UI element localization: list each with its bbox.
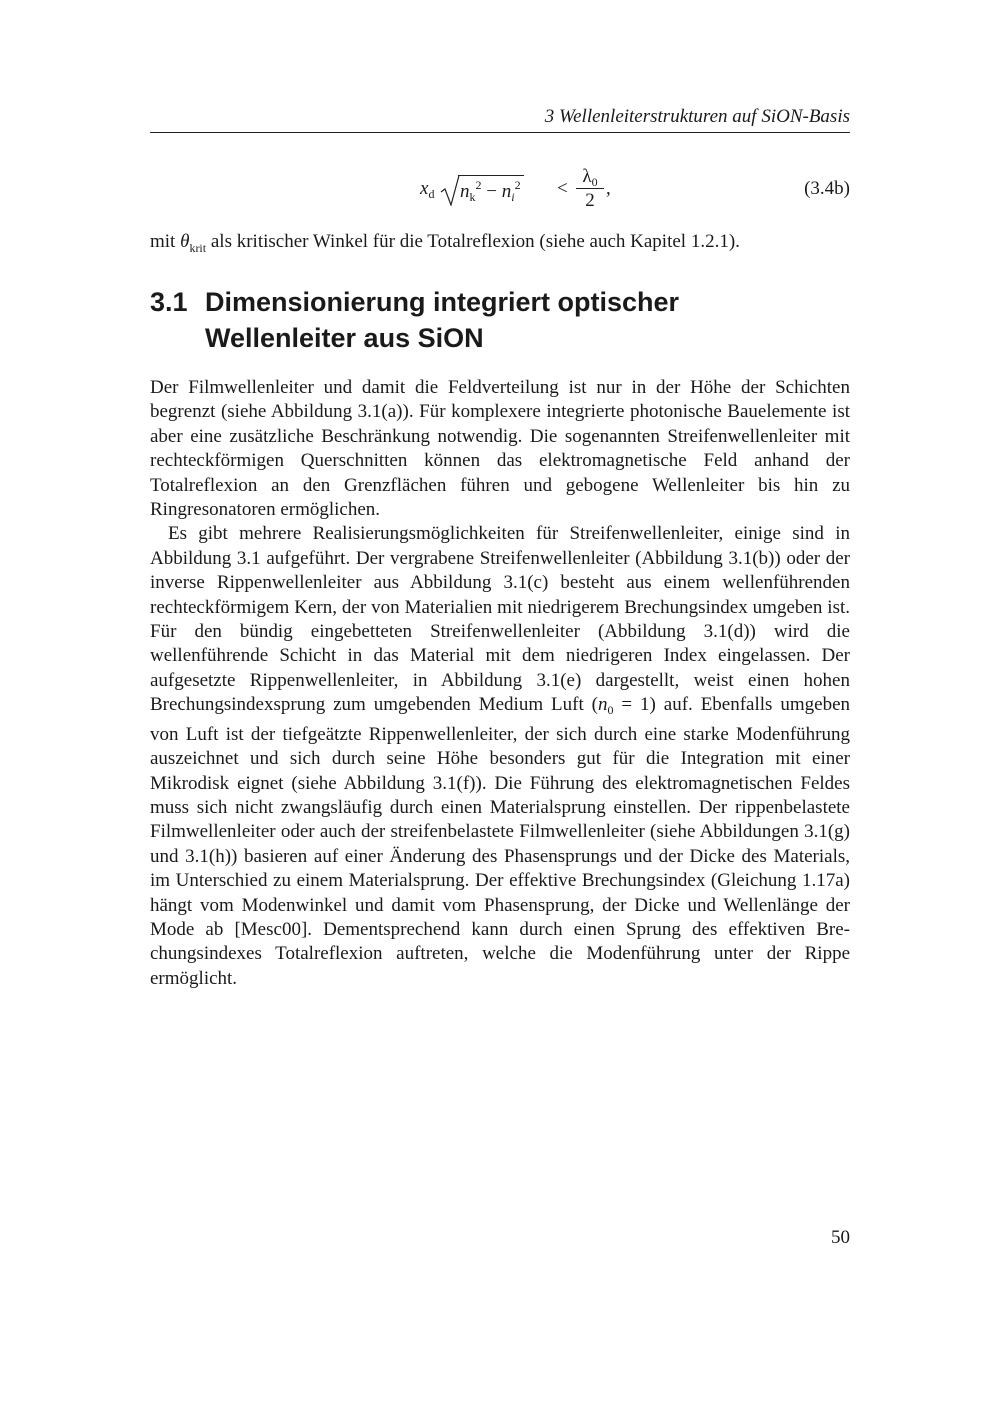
- n0-open-paren: (: [591, 694, 598, 716]
- theta-symbol: θ: [180, 231, 190, 252]
- body-text: [150, 376, 850, 991]
- section-title-line-2: Wellenleiter aus SiON: [205, 323, 484, 353]
- equation-explanation: [150, 229, 850, 261]
- n-k-subscript: k: [469, 190, 476, 204]
- n0-expression: [597, 694, 614, 718]
- fraction-numerator: [576, 166, 604, 188]
- n0-subscript: 0: [607, 703, 614, 718]
- n0-symbol: n: [597, 694, 608, 716]
- n-k-symbol: n: [460, 181, 470, 202]
- less-than-sign: <: [557, 178, 568, 199]
- radicand: [458, 175, 524, 205]
- n-i-subscript: i: [511, 190, 515, 204]
- explanation-prefix: mit: [150, 231, 181, 252]
- page-number: 50: [831, 1227, 850, 1248]
- x-symbol: x: [420, 178, 429, 199]
- paragraph-2-part-1: Es gibt mehrere Realisierungsmöglichkeiten für Streifenwellenleiter, einige sind in Abbildung 3.1 aufgeführt. Der vergrabene Streifenwellenleiter (Abbildung 3.1(b)) oder der inverse Rippenwellenleiter aus Abbildung 3.1(c) besteht aus einem wellenführenden rechteckförmigem Kern, der von Materialien mit niedrigerem Brechungsindex umgeben ist. Für den bündig eingebetteten Streifenwellenleiter (Abbildung 3.1(d)) wird die wellenführende Schicht in das Material mit dem niedrigeren Index eingelassen. Der aufgesetzte Rippenwellenleiter, in Abbildung 3.1(e) dargestellt, weist einen hohen Brechungsindexsprung zum umgebenden Medium Luft: [150, 523, 850, 716]
- n0-close-paren: ): [649, 694, 656, 716]
- x-subscript: d: [428, 187, 435, 201]
- header-rule: [150, 132, 850, 133]
- equation-number: (3.4b): [804, 178, 850, 199]
- lambda-subscript: 0: [591, 175, 598, 189]
- section-title-line-1: Dimensionierung integriert optischer: [205, 287, 680, 317]
- n0-value: = 1: [613, 694, 650, 716]
- section-title: [205, 284, 805, 356]
- minus-sign: −: [486, 181, 497, 202]
- lambda-symbol: λ: [582, 166, 592, 187]
- n-i-exponent: 2: [514, 178, 521, 192]
- equation-comma: ,: [606, 178, 611, 199]
- paragraph-1: Der Filmwellenleiter und damit die Feldverteilung ist nur in der Höhe der Schichten begrenzt (siehe Abbildung 3.1(a)). Für komplexere integrierte photonische Bauelemente ist aber eine zusätzliche Beschränkung notwendig. Die sogenannten Streifenwellenleiter mit rechteckförmigen Querschnitten können das elektromagnetische Feld anhand der Totalreflexion an den Grenzflächen führen und gebogene Wellenleiter bis hin zu Ringresonatoren ermöglichen.: [150, 377, 850, 521]
- n-k-exponent: 2: [475, 178, 482, 192]
- paragraph-2: [150, 522, 850, 991]
- n-i-symbol: n: [501, 181, 512, 202]
- theta-subscript: krit: [189, 241, 207, 255]
- fraction-denominator: 2: [585, 190, 595, 211]
- equation-body: [420, 166, 620, 216]
- running-head: 3 Wellenleiterstrukturen auf SiON-Basis: [544, 106, 850, 127]
- paragraph-2-part-2: auf. Ebenfalls umgeben von Luft ist der tiefgeätzte Rippenwellenleiter, der sich durch eine starke Modenführung auszeichnet und sich durch seine Höhe besonders gut für die Integration mit einer Mikrodisk eignet (siehe Abbildung 3.1(f)). Die Führung des elektromagnetischen Feldes muss sich nicht zwangsläufig durch einen Materialsprung einstellen. Der rippenbelastete Filmwellenleiter oder auch der streifenbelastete Filmwellenleiter (siehe Abbildungen 3.1(g) und 3.1(h)) basieren auf einer Änderung des Phasensprungs und der Dicke des Materials, im Unterschied zu einem Materialsprung. Der effektive Brechungsindex (Gleichung 1.17a) hängt vom Modenwinkel und damit vom Phasensprung, der Dicke und Wellenlänge der Mode ab [Mesc00]. Dementsprechend kann durch einen Sprung des effektiven Brechungsindexes Totalreflexion auftreten, welche die Modenführung unter der Rippe ermöglicht.: [150, 694, 851, 989]
- equation-x: [420, 178, 434, 202]
- section-number: 3.1: [150, 287, 188, 317]
- equation-3-4b: [150, 166, 850, 216]
- fraction: [576, 166, 604, 211]
- explanation-text: als kritischer Winkel für die Totalreflexion (siehe auch Kapitel 1.2.1).: [206, 231, 740, 252]
- square-root-sign: [440, 172, 460, 206]
